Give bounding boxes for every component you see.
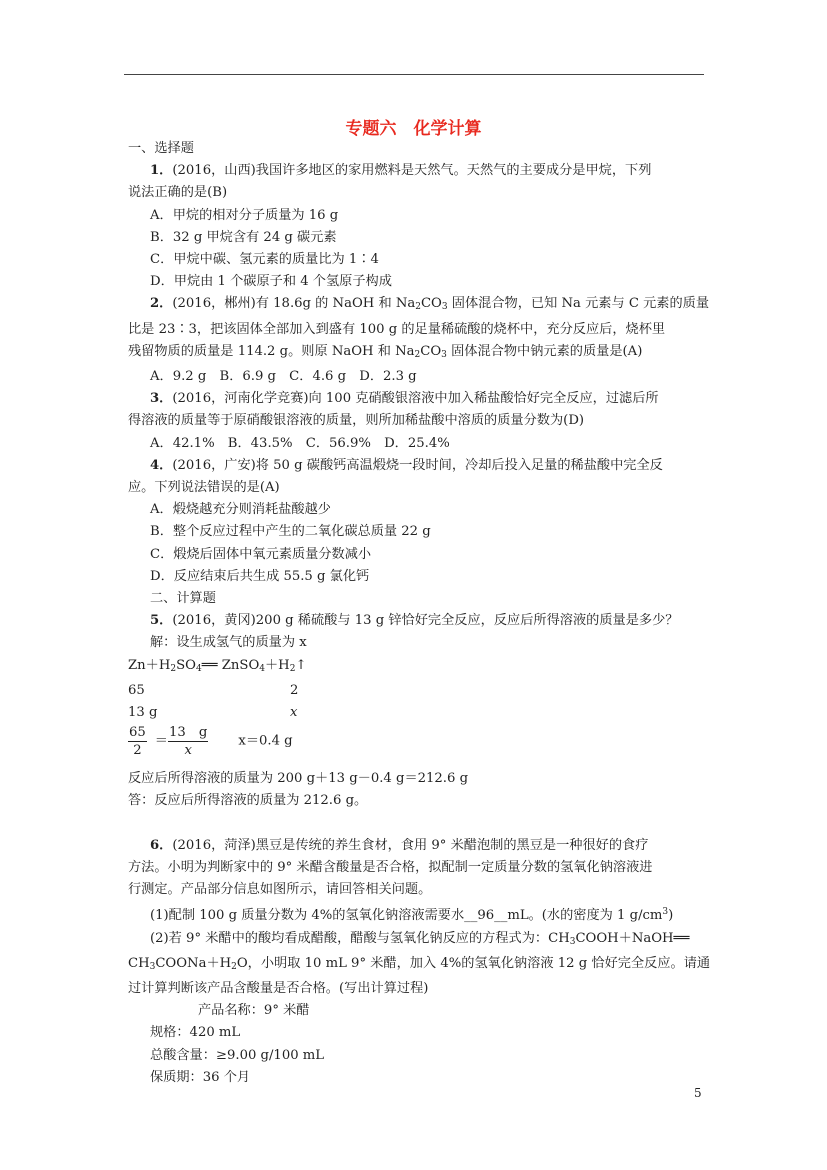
sub-question-2-cont: 过计算判断该产品含酸量是否合格。(写出计算过程) bbox=[128, 980, 429, 996]
question-3-cont: 得溶液的质量等于原硝酸银溶液的质量，则所加稀盐酸中溶质的质量分数为(D) bbox=[128, 413, 585, 429]
header-rule bbox=[124, 74, 704, 75]
option-d: D．甲烷由 1 个碳原子和 4 个氢原子构成 bbox=[150, 274, 392, 290]
option-a: A．甲烷的相对分子质量为 16 g bbox=[150, 207, 339, 223]
question-4-cont: 应。下列说法错误的是(A) bbox=[128, 480, 280, 496]
section-heading-calc: 二、计算题 bbox=[150, 591, 216, 607]
sub-question-1: (1)配制 100 g 质量分数为 4%的氢氧化钠溶液需要水__96__mL。(水的密度为 1 $g/cm^3$) bbox=[150, 907, 674, 924]
question-6-cont: 行测定。产品部分信息如图所示，请回答相关问题。 bbox=[128, 882, 432, 898]
option-b: B．32 g 甲烷含有 24 g 碳元素 bbox=[150, 229, 337, 245]
question-6: 6．(2016，菏泽)黑豆是传统的养生食材，食用 9° 米醋泡制的黑豆是一种很好的食疗 bbox=[150, 837, 649, 853]
question-1: 1．(2016，山西)我国许多地区的家用燃料是天然气。天然气的主要成分是甲烷，下列 bbox=[150, 163, 652, 179]
question-6-cont: 方法。小明为判断家中的 9° 米醋含酸量是否合格，拟配制一定质量分数的氢氧化钠溶液进 bbox=[128, 859, 653, 875]
fraction: $\frac{13 g}{x}$ bbox=[168, 725, 208, 759]
option-b: B．整个反应过程中产生的二氧化碳总质量 22 g bbox=[150, 524, 431, 540]
option-d: D．反应结束后共生成 55.5 g 氯化钙 bbox=[150, 568, 370, 584]
question-2: 2．(2016，郴州)有 18.6g 的 NaOH 和 $Na_2CO_3$ 固体混合物，已知 Na 元素与 C 元素的质量 bbox=[150, 296, 710, 313]
question-2-options: A．9.2 g B．6.9 g C．4.6 g D．2.3 g bbox=[150, 369, 417, 385]
question-3-options: A．42.1% B．43.5% C．56.9% D．25.4% bbox=[150, 435, 450, 451]
fraction: $\frac{65}{2}$ bbox=[129, 725, 146, 759]
question-3: 3．(2016，河南化学竞赛)向 100 克硝酸银溶液中加入稀盐酸恰好完全反应，过滤后所 bbox=[150, 391, 659, 407]
question-4: 4．(2016，广安)将 50 g 碳酸钙高温煅烧一段时间，冷却后投入足量的稀盐酸中完全反 bbox=[150, 457, 663, 473]
question-2-cont: 比是 23∶3，把该固体全部加入到盛有 100 g 的足量稀硫酸的烧杯中，充分反应后，烧杯里 bbox=[128, 321, 666, 337]
solution-answer: 答：反应后所得溶液的质量为 212.6 g。 bbox=[128, 793, 368, 809]
ratio-row: 13 g x bbox=[128, 705, 298, 721]
option-c: C．甲烷中碳、氢元素的质量比为 1∶4 bbox=[150, 252, 379, 268]
chemical-equation: $Zn+H_2SO_4══$ $ZnSO_4+H_2↑$ bbox=[128, 657, 307, 674]
sub-question-2-cont: $CH_3COONa+H_2O$，小明取 10 mL 9° 米醋，加入 4%的氢氧化钠溶液 12 g 恰好完全反应。请通 bbox=[128, 955, 711, 972]
solution-setup: 解：设生成氢气的质量为 x bbox=[150, 635, 307, 651]
question-1-cont: 说法正确的是(B) bbox=[128, 185, 228, 201]
question-5: 5．(2016，黄冈)200 g 稀硫酸与 13 g 锌恰好完全反应，反应后所得溶液的质量是多少？ bbox=[150, 613, 679, 629]
proportion-equation: $\frac{65}{2}$ ＝ $\frac{13 g}{x}$ x＝0.4 g bbox=[129, 725, 293, 759]
page-number: 5 bbox=[694, 1086, 702, 1100]
solution-calc: 反应后所得溶液的质量为 200 g＋13 g－0.4 g＝212.6 g bbox=[128, 771, 469, 787]
product-name: 产品名称：9° 米醋 bbox=[198, 1003, 310, 1019]
document-body bbox=[128, 138, 711, 1089]
page-title: 专题六 化学计算 bbox=[345, 119, 482, 139]
sub-question-2: (2)若 9° 米醋中的酸均看成醋酸，醋酸与氢氧化钠反应的方程式为：$CH_3COOH+NaOH══$ bbox=[150, 930, 690, 947]
product-acid: 总酸含量：≥9.00 g/100 mL bbox=[150, 1047, 325, 1063]
product-shelf-life: 保质期：36 个月 bbox=[150, 1069, 251, 1085]
section-heading-choice: 一、选择题 bbox=[128, 141, 194, 156]
option-a: A．煅烧越充分则消耗盐酸越少 bbox=[150, 502, 331, 518]
option-c: C．煅烧后固体中氧元素质量分数减小 bbox=[150, 546, 372, 562]
question-2-cont: 残留物质的质量是 114.2 g。则原 NaOH 和 $Na_2CO_3$ 固体混合物中钠元素的质量是(A) bbox=[128, 343, 643, 360]
ratio-row: 65 2 bbox=[128, 682, 299, 698]
spacer bbox=[128, 813, 706, 835]
product-spec: 规格：420 mL bbox=[150, 1025, 241, 1041]
